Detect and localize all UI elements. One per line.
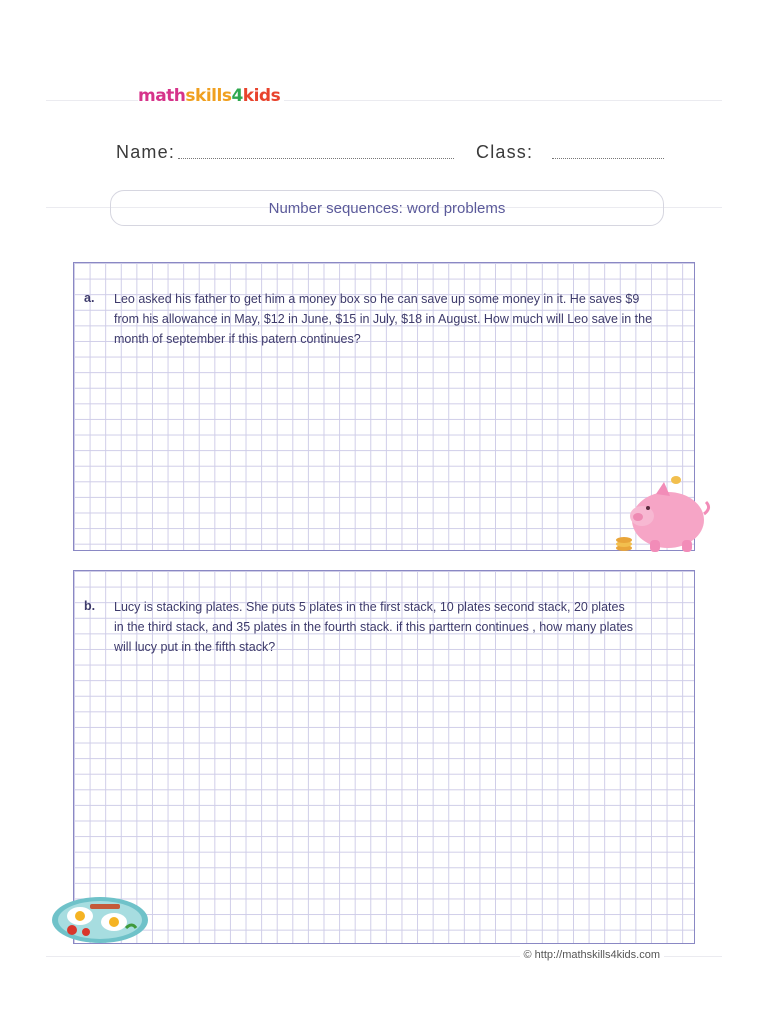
student-info-fields — [116, 140, 676, 166]
class-label: Class: — [476, 142, 534, 162]
name-field[interactable] — [178, 158, 454, 159]
logo-part-kids: kids — [242, 86, 281, 106]
question-a-line-3: month of september if this patern continues? — [114, 332, 361, 346]
worksheet-title-box — [110, 190, 664, 226]
footer-copyright[interactable]: © http://mathskills4kids.com — [520, 949, 664, 961]
question-a-text — [114, 289, 652, 349]
question-b-text — [114, 597, 633, 657]
worksheet-title: Number sequences: word problems — [268, 199, 506, 217]
question-b-line-1: Lucy is stacking plates. She puts 5 plates in the first stack, 10 plates second stack, 20 plates — [114, 600, 625, 614]
class-field[interactable] — [552, 158, 664, 159]
logo-part-skills: skills — [185, 86, 232, 106]
mathskills4kids-logo[interactable] — [138, 86, 284, 106]
question-a-letter: a. — [84, 291, 95, 305]
piggy-bank-icon — [608, 470, 712, 560]
logo-part-math: math — [138, 86, 186, 106]
question-b-letter: b. — [84, 599, 96, 613]
question-b-panel — [73, 570, 695, 944]
breakfast-plate-icon — [50, 894, 150, 946]
question-a-line-1: Leo asked his father to get him a money box so he can save up some money in it. He saves $9 — [114, 292, 640, 306]
question-a-panel — [73, 262, 695, 551]
logo-part-4: 4 — [231, 86, 243, 106]
question-b-line-2: in the third stack, and 35 plates in the fourth stack. if this parttern continues , how many plates — [114, 620, 634, 634]
question-a-line-2: from his allowance in May, $12 in June, $15 in July, $18 in August. How much will Leo save in the — [114, 312, 653, 326]
question-b-line-3: will lucy put in the fifth stack? — [114, 640, 276, 654]
name-label: Name: — [116, 142, 176, 162]
